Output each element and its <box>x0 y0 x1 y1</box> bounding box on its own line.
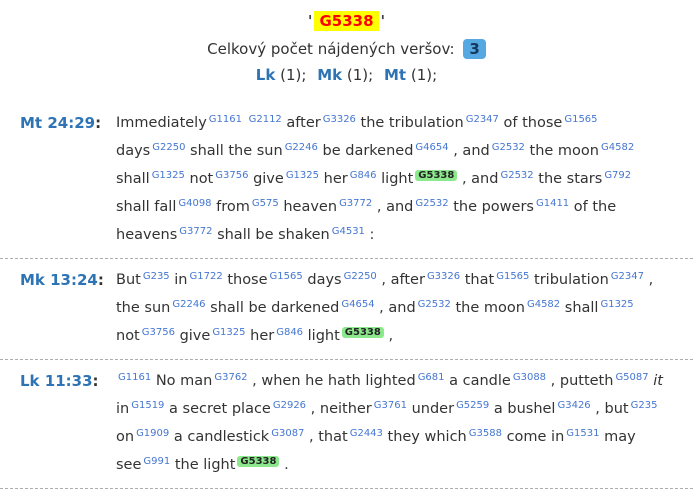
verse-word: days <box>116 143 151 159</box>
verse-word: her <box>250 328 275 344</box>
book-count-value: (1); <box>280 66 307 84</box>
verse-word: that <box>464 272 495 288</box>
strong-number[interactable]: G5087 <box>615 372 649 383</box>
verse-word: . <box>284 457 289 473</box>
verse-word: the moon <box>529 143 599 159</box>
strong-number[interactable]: G3761 <box>373 400 407 411</box>
verse-row <box>0 259 693 360</box>
strong-number[interactable]: G3087 <box>271 428 305 439</box>
strong-number[interactable]: G4098 <box>178 198 212 209</box>
strong-number[interactable]: G2926 <box>272 400 307 411</box>
strong-number[interactable]: G1722 <box>189 271 223 282</box>
verse-word: under <box>411 401 455 417</box>
strong-number[interactable]: G2250 <box>343 271 377 282</box>
verse-word: shall be shaken <box>217 227 330 243</box>
verse-word: , when he hath lighted <box>252 373 416 389</box>
strong-number[interactable]: G4582 <box>526 299 561 310</box>
verse-word: shall <box>116 171 150 187</box>
verse-word: , <box>388 328 394 344</box>
verse-word: give <box>179 328 211 344</box>
book-count-pair <box>317 66 373 84</box>
strong-number[interactable]: G4582 <box>601 142 635 153</box>
strong-number[interactable]: G1565 <box>269 271 303 282</box>
verse-word: the stars <box>538 171 603 187</box>
strong-number-highlighted[interactable]: G5338 <box>342 327 384 338</box>
verse-ref-separator: : <box>95 114 102 132</box>
strong-number[interactable]: G846 <box>276 327 304 338</box>
verse-word: , and <box>453 143 490 159</box>
verse-word: shall be darkened <box>210 300 340 316</box>
strong-number[interactable]: G235 <box>142 271 170 282</box>
verse-word-italic: it <box>653 373 663 389</box>
verse-word: light <box>381 171 414 187</box>
verse-word: days <box>307 272 342 288</box>
strong-number[interactable]: G1909 <box>136 428 170 439</box>
strong-number[interactable]: G3588 <box>468 428 502 439</box>
strong-number[interactable]: G1411 <box>535 198 570 209</box>
strong-number[interactable]: G2532 <box>415 198 449 209</box>
verse-word: give <box>253 171 284 187</box>
strong-number[interactable]: G2112 <box>248 114 282 125</box>
book-link-mt[interactable]: Mt <box>384 66 407 84</box>
quote-open: ' <box>307 12 313 30</box>
verse-word: a candlestick <box>173 429 270 445</box>
verse-row <box>0 102 693 259</box>
strong-number[interactable]: G2250 <box>152 142 186 153</box>
strong-number[interactable]: G2532 <box>491 142 525 153</box>
verse-row <box>0 360 693 489</box>
verse-reference-link[interactable]: Mt 24:29 <box>20 114 96 132</box>
verse-word: from <box>216 199 250 215</box>
strong-number[interactable]: G1565 <box>564 114 598 125</box>
verse-word: come in <box>506 429 565 445</box>
strong-number[interactable]: G235 <box>630 400 658 411</box>
strong-number[interactable]: G1325 <box>600 299 634 310</box>
strong-number[interactable]: G5259 <box>456 400 490 411</box>
verse-word: on <box>116 429 135 445</box>
verse-word: not <box>116 328 140 344</box>
book-count-value: (1); <box>410 66 438 84</box>
verse-word: be darkened <box>322 143 414 159</box>
verse-word: , and <box>379 300 416 316</box>
strong-number[interactable]: G4531 <box>331 226 365 237</box>
verse-word: her <box>323 171 348 187</box>
strong-number[interactable]: G4654 <box>415 142 449 153</box>
strong-number[interactable]: G3426 <box>557 400 591 411</box>
verse-word: , neither <box>310 401 372 417</box>
strong-number[interactable]: G4654 <box>341 299 375 310</box>
results-header <box>0 0 693 84</box>
verse-word: they which <box>387 429 467 445</box>
verse-ref-separator: : <box>97 271 104 289</box>
strong-number[interactable]: G1161 <box>208 114 242 125</box>
strong-number[interactable]: G3326 <box>426 271 461 282</box>
verse-ref-column <box>20 367 116 396</box>
strong-number[interactable]: G2347 <box>465 114 499 125</box>
verse-word: , that <box>309 429 348 445</box>
book-count-pair <box>256 66 307 84</box>
book-counts <box>0 66 693 84</box>
strong-number[interactable]: G1325 <box>285 170 320 181</box>
strong-number[interactable]: G3326 <box>322 114 356 125</box>
verse-text <box>116 367 667 479</box>
verse-word: in <box>116 401 130 417</box>
strong-number[interactable]: G3772 <box>179 226 213 237</box>
verse-word: shall <box>564 300 599 316</box>
book-link-mk[interactable]: Mk <box>317 66 343 84</box>
strong-number[interactable]: G3756 <box>141 327 175 338</box>
verse-word: No man <box>155 373 213 389</box>
verse-word: not <box>189 171 214 187</box>
strong-number[interactable]: G3762 <box>214 372 248 383</box>
strong-number[interactable]: G2347 <box>610 271 644 282</box>
verse-word: a secret place <box>169 401 271 417</box>
verse-word: But <box>116 272 141 288</box>
strong-number[interactable]: G575 <box>251 198 279 209</box>
book-count-pair <box>384 66 437 84</box>
verse-word: of those <box>503 115 563 131</box>
verse-word: , putteth <box>550 373 614 389</box>
verse-word: , and <box>376 199 414 215</box>
verse-word: the powers <box>453 199 534 215</box>
verse-word: a bushel <box>493 401 556 417</box>
strong-number[interactable]: G3756 <box>215 170 249 181</box>
strong-number[interactable]: G1161 <box>118 372 152 383</box>
verse-reference-link[interactable]: Lk 11:33 <box>20 372 93 390</box>
strong-number[interactable]: G2532 <box>417 299 451 310</box>
strong-number[interactable]: G1519 <box>131 400 165 411</box>
verse-word: the tribulation <box>360 115 464 131</box>
strong-number[interactable]: G991 <box>143 456 171 467</box>
verse-ref-separator: : <box>92 372 99 390</box>
verse-word: in <box>174 272 188 288</box>
strong-number[interactable]: G3088 <box>512 372 547 383</box>
strong-number[interactable]: G1565 <box>496 271 530 282</box>
verse-ref-column <box>20 266 116 295</box>
book-link-lk[interactable]: Lk <box>255 66 276 84</box>
strong-number-highlighted[interactable]: G5338 <box>415 170 457 181</box>
strong-number[interactable]: G3772 <box>339 198 373 209</box>
verse-count-line <box>0 39 693 59</box>
verse-word: a candle <box>449 373 511 389</box>
strong-number[interactable]: G1531 <box>566 428 600 439</box>
verse-word: tribulation <box>534 272 609 288</box>
verse-word: Immediately <box>116 115 207 131</box>
quote-close: ' <box>380 12 386 30</box>
verse-word: shall the sun <box>190 143 283 159</box>
verse-word: heaven <box>283 199 338 215</box>
verse-word: , and <box>461 171 499 187</box>
strong-number[interactable]: G2246 <box>284 142 318 153</box>
verse-count-badge: 3 <box>463 39 485 59</box>
strong-number[interactable]: G2443 <box>349 428 383 439</box>
strong-number[interactable]: G1325 <box>151 170 185 181</box>
query-title <box>0 12 693 30</box>
verse-word: shall fall <box>116 199 177 215</box>
verse-word: , but <box>595 401 629 417</box>
verse-word: those <box>227 272 268 288</box>
verse-word: the moon <box>455 300 525 316</box>
verse-list <box>0 102 693 489</box>
verse-text <box>116 266 667 350</box>
verse-reference-link[interactable]: Mk 13:24 <box>20 271 98 289</box>
verse-word: may see <box>116 429 636 473</box>
strong-number[interactable]: G681 <box>417 372 445 383</box>
strong-number[interactable]: G1325 <box>212 327 246 338</box>
verse-word: light <box>307 328 340 344</box>
verse-word: after <box>286 115 321 131</box>
verse-count-label: Celkový počet nájdených veršov: <box>207 40 455 58</box>
verse-word: : <box>369 227 375 243</box>
query-strong-id: G5338 <box>314 11 378 31</box>
verse-word: the light <box>174 457 236 473</box>
verse-text <box>116 109 667 249</box>
strong-number[interactable]: G2246 <box>172 299 206 310</box>
book-count-value: (1); <box>346 66 374 84</box>
verse-word: , the sun <box>116 272 654 316</box>
strong-number-highlighted[interactable]: G5338 <box>237 456 279 467</box>
strong-number[interactable]: G2532 <box>500 170 534 181</box>
strong-number[interactable]: G792 <box>604 170 632 181</box>
verse-word: , after <box>381 272 425 288</box>
strong-number[interactable]: G846 <box>349 170 377 181</box>
verse-word: of the heavens <box>116 199 617 243</box>
verse-ref-column <box>20 109 116 138</box>
